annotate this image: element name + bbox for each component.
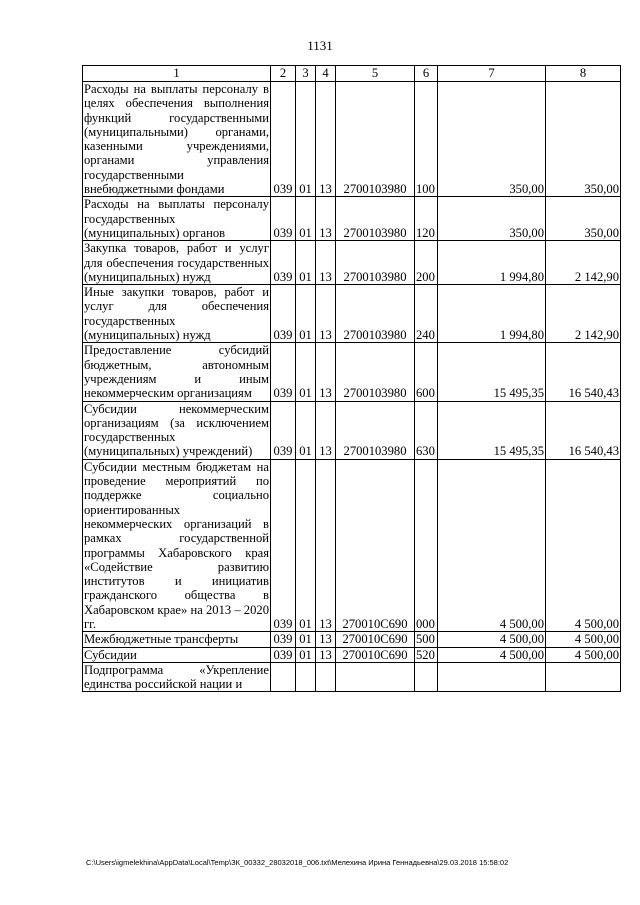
row-sum1: 15 495,35 xyxy=(438,343,546,401)
row-gr: 039 xyxy=(271,285,296,343)
row-sum2: 4 500,00 xyxy=(546,459,621,632)
row-vr xyxy=(415,662,438,692)
row-rz: 01 xyxy=(296,632,316,647)
row-pr: 13 xyxy=(316,343,336,401)
budget-table xyxy=(82,65,621,692)
row-sum1: 4 500,00 xyxy=(438,647,546,662)
row-sum2: 350,00 xyxy=(546,197,621,241)
row-sum1: 1 994,80 xyxy=(438,285,546,343)
row-pr: 13 xyxy=(316,632,336,647)
row-sum2: 2 142,90 xyxy=(546,241,621,285)
row-rz: 01 xyxy=(296,82,316,197)
row-pr: 13 xyxy=(316,285,336,343)
table-row xyxy=(83,82,621,197)
row-sum2: 2 142,90 xyxy=(546,285,621,343)
row-sum1: 1 994,80 xyxy=(438,241,546,285)
document-footer-path: C:\Users\igmelekhina\AppData\Local\Temp\ЗК_00332_28032018_006.txt\Мелехина Ирина Геннадьевна\29.03.2018 15:58:02 xyxy=(86,858,509,867)
row-vr: 600 xyxy=(415,343,438,401)
row-sum1: 15 495,35 xyxy=(438,401,546,459)
row-rz: 01 xyxy=(296,241,316,285)
row-name: Подпрограмма «Укрепление единства российской нации и xyxy=(84,662,269,692)
row-gr: 039 xyxy=(271,401,296,459)
row-name: Субсидии местным бюджетам на проведение мероприятий по поддержке социально ориентированных некоммерческих организаций в рамках государственной программы Хабаровского края «Содействие развитию институтов и инициатив гражданского общества в Хабаровском крае» на 2013 – 2020 гг. xyxy=(84,459,269,631)
header-col-5: 5 xyxy=(336,66,415,82)
row-name: Закупка товаров, работ и услуг для обеспечения государственных (муниципальных) нужд xyxy=(84,241,269,284)
row-sum1 xyxy=(438,662,546,692)
row-vr: 200 xyxy=(415,241,438,285)
row-pr: 13 xyxy=(316,197,336,241)
row-pr: 13 xyxy=(316,241,336,285)
row-vr: 630 xyxy=(415,401,438,459)
row-sum2: 4 500,00 xyxy=(546,632,621,647)
row-csr: 2700103980 xyxy=(336,401,415,459)
header-col-3: 3 xyxy=(296,66,316,82)
row-sum1: 4 500,00 xyxy=(438,632,546,647)
header-col-6: 6 xyxy=(415,66,438,82)
row-sum1: 4 500,00 xyxy=(438,459,546,632)
row-gr: 039 xyxy=(271,197,296,241)
row-name: Межбюджетные трансферты xyxy=(83,632,271,647)
header-col-7: 7 xyxy=(438,66,546,82)
row-sum1: 350,00 xyxy=(438,82,546,197)
header-row xyxy=(83,66,621,82)
header-col-1: 1 xyxy=(83,66,271,82)
row-gr xyxy=(271,662,296,692)
row-name: Расходы на выплаты персоналу государственных (муниципальных) органов xyxy=(84,197,269,240)
row-rz: 01 xyxy=(296,647,316,662)
row-gr: 039 xyxy=(271,647,296,662)
row-rz xyxy=(296,662,316,692)
row-gr: 039 xyxy=(271,241,296,285)
row-csr: 2700103980 xyxy=(336,343,415,401)
row-rz: 01 xyxy=(296,285,316,343)
row-sum1: 350,00 xyxy=(438,197,546,241)
row-csr: 2700103980 xyxy=(336,197,415,241)
row-pr: 13 xyxy=(316,647,336,662)
row-sum2: 4 500,00 xyxy=(546,647,621,662)
row-sum2 xyxy=(546,662,621,692)
row-name: Субсидии некоммерческим организациям (за исключением государственных (муниципальных) учреждений) xyxy=(84,401,269,459)
row-csr: 2700103980 xyxy=(336,82,415,197)
table-row xyxy=(83,285,621,343)
row-pr: 13 xyxy=(316,459,336,632)
header-col-2: 2 xyxy=(271,66,296,82)
row-csr: 2700103980 xyxy=(336,285,415,343)
row-gr: 039 xyxy=(271,459,296,632)
row-rz: 01 xyxy=(296,459,316,632)
row-gr: 039 xyxy=(271,82,296,197)
table-row xyxy=(83,459,621,632)
row-vr: 240 xyxy=(415,285,438,343)
table-row xyxy=(83,632,621,647)
row-gr: 039 xyxy=(271,343,296,401)
row-rz: 01 xyxy=(296,401,316,459)
row-rz: 01 xyxy=(296,197,316,241)
table-row xyxy=(83,197,621,241)
table-row xyxy=(83,647,621,662)
row-rz: 01 xyxy=(296,343,316,401)
row-csr xyxy=(336,662,415,692)
row-name: Субсидии xyxy=(83,647,271,662)
row-pr: 13 xyxy=(316,401,336,459)
row-sum2: 16 540,43 xyxy=(546,343,621,401)
row-csr: 270010С690 xyxy=(336,632,415,647)
header-col-4: 4 xyxy=(316,66,336,82)
row-csr: 270010С690 xyxy=(336,647,415,662)
row-name: Предоставление субсидий бюджетным, автономным учреждениям и иным некоммерческим организациям xyxy=(84,343,269,401)
row-name: Иные закупки товаров, работ и услуг для обеспечения государственных (муниципальных) нужд xyxy=(84,285,269,343)
row-pr: 13 xyxy=(316,82,336,197)
row-csr: 270010С690 xyxy=(336,459,415,632)
row-pr xyxy=(316,662,336,692)
row-sum2: 350,00 xyxy=(546,82,621,197)
row-csr: 2700103980 xyxy=(336,241,415,285)
table-row xyxy=(83,343,621,401)
row-vr: 100 xyxy=(415,82,438,197)
table-row xyxy=(83,662,621,692)
table-row xyxy=(83,401,621,459)
row-sum2: 16 540,43 xyxy=(546,401,621,459)
row-name: Расходы на выплаты персоналу в целях обеспечения выполнения функций государственными (муниципальными) органами, казенными учреждениями, органами управления государственными внебюджетными фондами xyxy=(84,82,269,197)
row-vr: 000 xyxy=(415,459,438,632)
page-number: 1131 xyxy=(307,38,333,53)
row-gr: 039 xyxy=(271,632,296,647)
row-vr: 500 xyxy=(415,632,438,647)
row-vr: 120 xyxy=(415,197,438,241)
row-vr: 520 xyxy=(415,647,438,662)
table-row xyxy=(83,241,621,285)
header-col-8: 8 xyxy=(546,66,621,82)
